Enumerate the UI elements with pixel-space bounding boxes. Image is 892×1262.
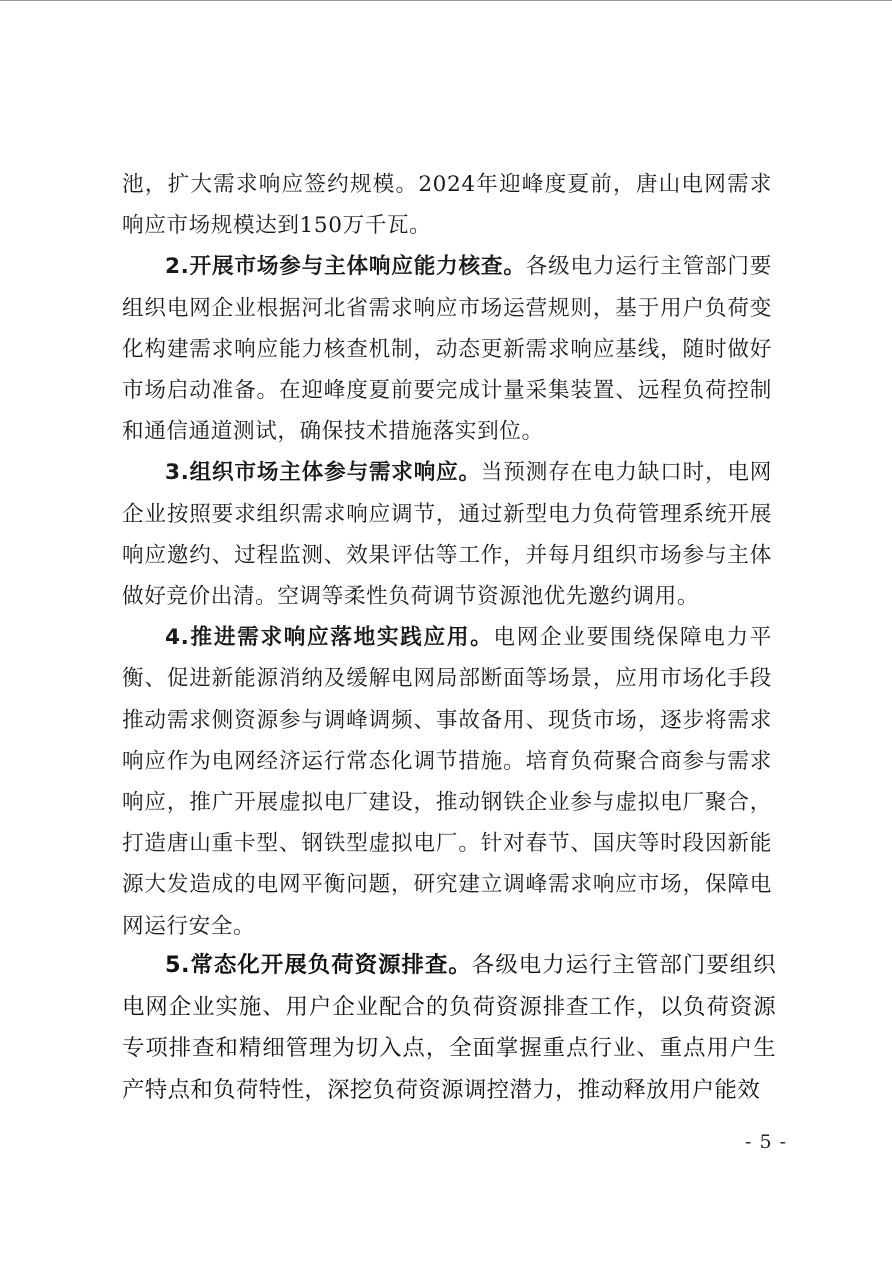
paragraph-text: 电网企业要围绕保障电力平衡、促进新能源消纳及缓解电网局部断面等场景，应用市场化手段推动需求侧资源参与调峰调频、事故备用、现货市场，逐步将需求响应作为电网经济运行常态化调节措施。培育负荷聚合商参与需求响应，推广开展虚拟电厂建设，推动钢铁企业参与虚拟电厂聚合，打造唐山重卡型、钢铁型虚拟电厂。针对春节、国庆等时段因新能源大发造成的电网平衡问题，研究建立调峰需求响应市场，保障电网运行安全。	[122, 625, 773, 939]
body-text	[122, 164, 772, 947]
paragraph-continuation	[122, 164, 772, 246]
paragraph-5-content	[122, 945, 776, 1111]
paragraph-item-5	[122, 945, 776, 1111]
paragraph-text: 各级电力运行主管部门要组织电网企业实施、用户企业配合的负荷资源排查工作，以负荷资源专项排查和精细管理为切入点，全面掌握重点行业、重点用户生产特点和负荷特性，深挖负荷资源调控潜力，推动释放用户能效	[122, 952, 776, 1103]
paragraph-lead: 4.推进需求响应落地实践应用。	[165, 625, 494, 651]
paragraph-text: 当预测存在电力缺口时，电网企业按照要求组织需求响应调节，通过新型电力负荷管理系统开展响应邀约、过程监测、效果评估等工作，并每月组织市场参与主体做好竞价出清。空调等柔性负荷调节资源池优先邀约调用。	[122, 460, 772, 610]
paragraph-item-4	[122, 617, 772, 947]
paragraph-lead: 2.开展市场参与主体响应能力核查。	[165, 254, 526, 280]
paragraph-lead: 3.组织市场主体参与需求响应。	[165, 460, 481, 486]
paragraph-text: 各级电力运行主管部门要组织电网企业根据河北省需求响应市场运营规则，基于用户负荷变化构建需求响应能力核查机制，动态更新需求响应基线，随时做好市场启动准备。在迎峰度夏前要完成计量采集装置、远程负荷控制和通信通道测试，确保技术措施落实到位。	[122, 254, 772, 445]
paragraph-lead: 5.常态化开展负荷资源排查。	[165, 952, 472, 978]
paragraph-item-3	[122, 452, 772, 617]
paragraph-text: 池，扩大需求响应签约规模。2024年迎峰度夏前，唐山电网需求响应市场规模达到150万千瓦。	[122, 172, 772, 239]
page-number: - 5 -	[745, 1131, 788, 1153]
paragraph-item-2	[122, 246, 772, 452]
